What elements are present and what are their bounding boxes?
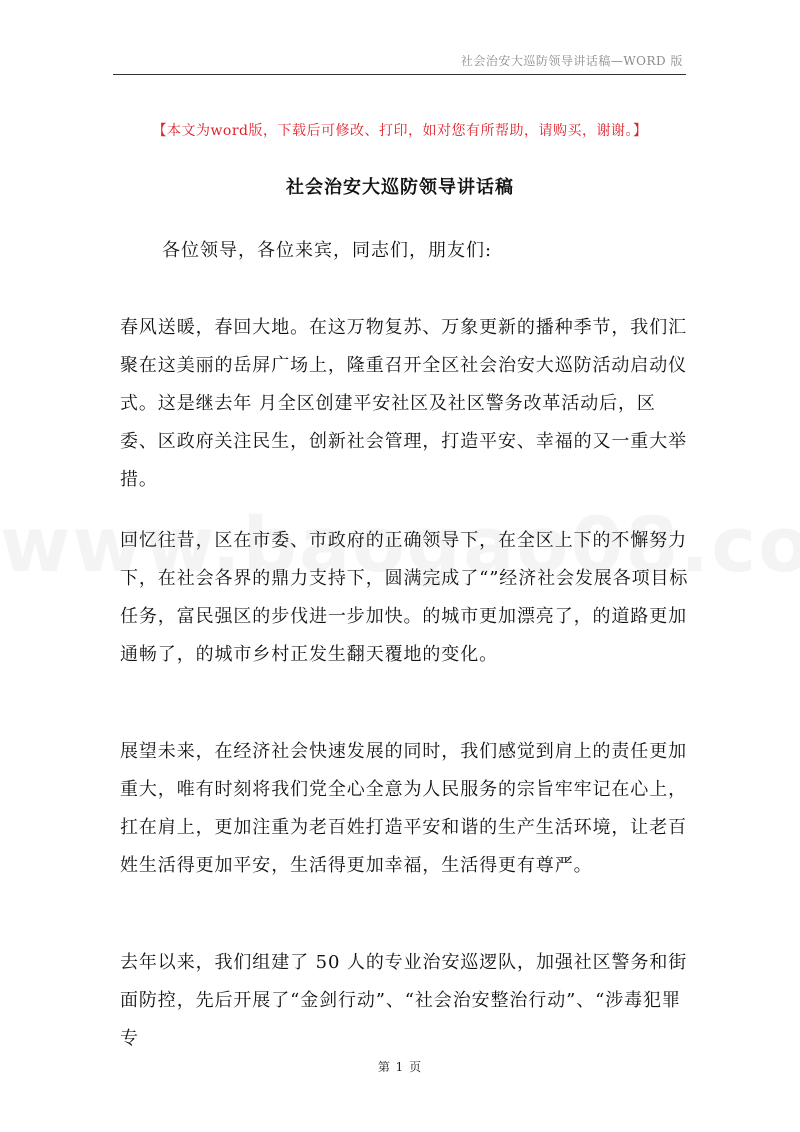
running-header: 社会治安大巡防领导讲话稿—WORD 版 [460, 54, 683, 68]
header-divider [113, 74, 686, 75]
page-number: 第 1 页 [377, 1060, 423, 1074]
purchase-notice: 【本文为word版，下载后可修改、打印，如对您有所帮助，请购买，谢谢。】 [152, 123, 648, 139]
paragraph: 展望未来，在经济社会快速发展的同时，我们感觉到肩上的责任更加重大，唯有时刻将我们党全心全意为人民服务的宗旨牢牢记在心上，扛在肩上，更加注重为老百姓打造平安和谐的生产生活环境，让老百姓生活得更加平安，生活得更加幸福，生活得更有尊严。 [120, 741, 687, 876]
document-title: 社会治安大巡防领导讲话稿 [286, 177, 514, 198]
paragraph: 回忆往昔，区在市委、市政府的正确领导下，在全区上下的不懈努力下，在社会各界的鼎力支持下，圆满完成了“”经济社会发展各项目标任务，富民强区的步伐进一步加快。的城市更加漂亮了，的道路更加通畅了，的城市乡村正发生翻天覆地的变化。 [120, 530, 689, 665]
salutation: 各位领导，各位来宾，同志们，朋友们: [162, 240, 493, 261]
paragraph: 春风送暖，春回大地。在这万物复苏、万象更新的播种季节，我们汇聚在这美丽的岳屏广场上，隆重召开全区社会治安大巡防活动启动仪式。这是继去年 月全区创建平安社区及社区警务改革活动后，区委、区政府关注民生，创新社会管理，打造平安、幸福的又一重大举措。 [120, 317, 687, 490]
paragraph: 去年以来，我们组建了 50 人的专业治安巡逻队，加强社区警务和街面防控，先后开展了“金剑行动”、“社会治安整治行动”、“涉毒犯罪专 [120, 952, 688, 1049]
